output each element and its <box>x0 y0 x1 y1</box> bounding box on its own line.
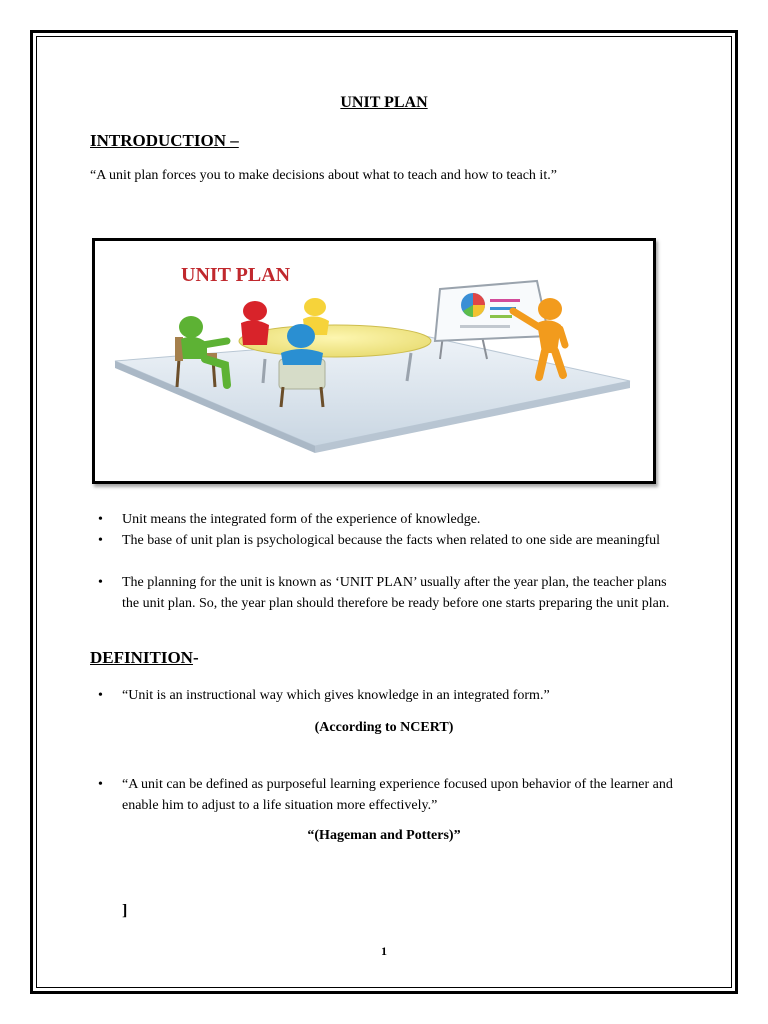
bullet-dot-icon: • <box>98 512 103 527</box>
definition-heading-text: DEFINITION <box>90 648 193 667</box>
bullet-dot-icon: • <box>98 575 103 590</box>
bullet-dot-icon: • <box>98 777 103 792</box>
bullet-dot-icon: • <box>98 688 103 703</box>
meeting-illustration <box>95 241 653 481</box>
bullet-text: The base of unit plan is psychological because the facts when related to one side are meaningful <box>122 533 661 548</box>
definition-source: (According to NCERT) <box>314 720 454 735</box>
bullet-text: The planning for the unit is known as ‘UNIT PLAN’ usually after the year plan, the teacher plans the unit plan. So, the year plan should therefore be ready before one starts preparing the unit plan. <box>122 575 670 611</box>
definition-text: “A unit can be defined as purposeful learning experience focused upon behavior of the learner and enable him to adjust to a life situation more effectively.” <box>122 777 673 813</box>
page-number: 1 <box>381 944 387 958</box>
definition-heading-suffix: - <box>192 648 199 667</box>
stray-bracket: ] <box>122 902 128 919</box>
definition-source: “(Hageman and Potters)” <box>307 828 461 843</box>
introduction-quote: “A unit plan forces you to make decisions about what to teach and how to teach it.” <box>90 168 557 183</box>
bullet-text: Unit means the integrated form of the experience of knowledge. <box>122 512 481 527</box>
definition-heading <box>90 648 199 668</box>
bullet-dot-icon: • <box>98 533 103 548</box>
illustration-caption: UNIT PLAN <box>181 264 291 286</box>
document-title: UNIT PLAN <box>340 94 428 111</box>
unit-plan-illustration <box>92 238 656 484</box>
introduction-heading: INTRODUCTION – <box>90 131 239 150</box>
definition-text: “Unit is an instructional way which gives knowledge in an integrated form.” <box>122 688 550 703</box>
